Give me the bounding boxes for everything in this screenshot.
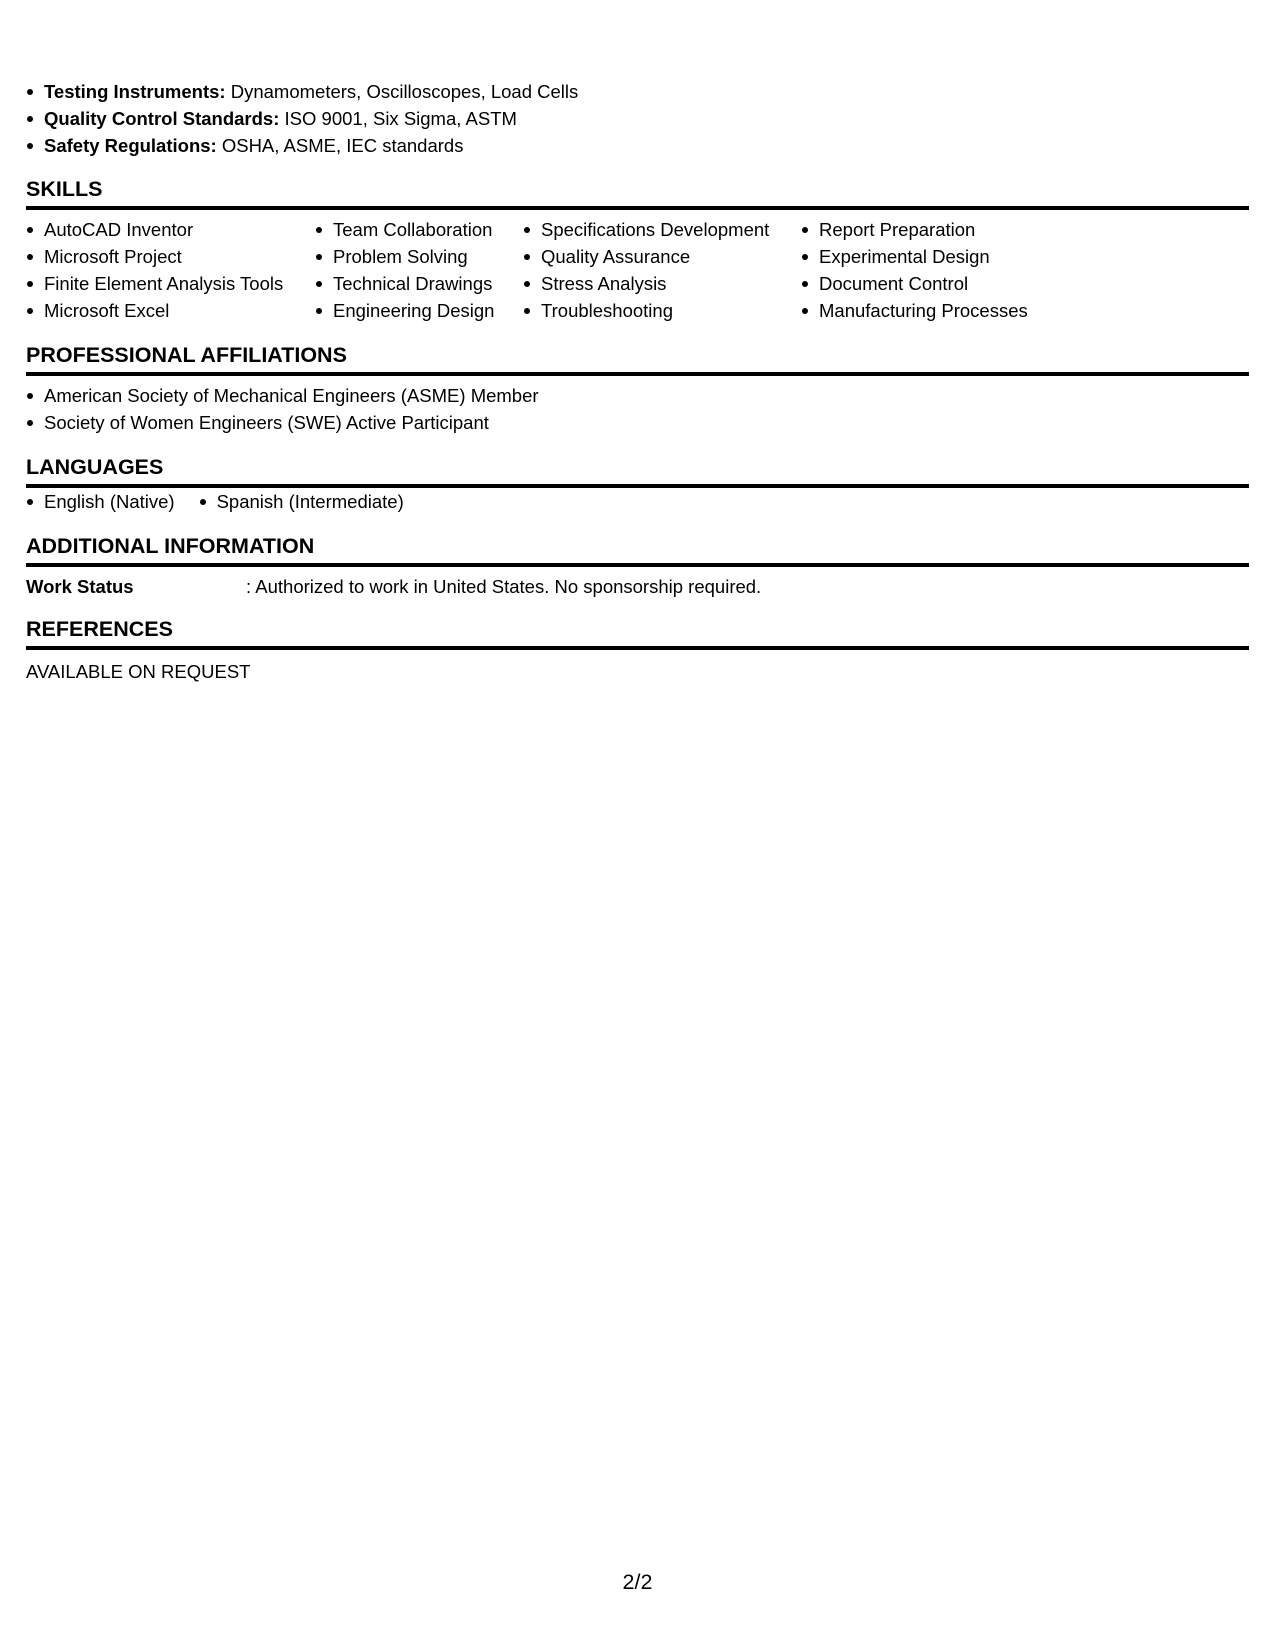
section-heading: PROFESSIONAL AFFILIATIONS — [26, 342, 1249, 376]
skills-column — [801, 216, 1061, 324]
section-heading: ADDITIONAL INFORMATION — [26, 533, 1249, 567]
section-heading: REFERENCES — [26, 616, 1249, 650]
skills-grid — [26, 216, 1249, 324]
list-item: Society of Women Engineers (SWE) Active Participant — [26, 409, 1249, 436]
tool-label: Testing Instruments: — [44, 81, 226, 102]
list-item: Engineering Design — [315, 297, 523, 324]
languages-section — [26, 454, 1249, 515]
languages-list — [26, 488, 1249, 515]
list-item: Document Control — [801, 270, 1061, 297]
page-number: 2/2 — [622, 1570, 653, 1594]
list-item — [26, 132, 1249, 159]
list-item — [26, 105, 1249, 132]
list-item: Microsoft Excel — [26, 297, 315, 324]
info-key: Work Status — [26, 576, 134, 597]
additional-info-section — [26, 533, 1249, 600]
tool-value: OSHA, ASME, IEC standards — [221, 135, 464, 156]
info-value: : Authorized to work in United States. No sponsorship required. — [246, 576, 762, 597]
list-item: American Society of Mechanical Engineers (ASME) Member — [26, 382, 1249, 409]
list-item: Finite Element Analysis Tools — [26, 270, 315, 297]
tool-label: Quality Control Standards: — [44, 108, 280, 129]
section-heading: SKILLS — [26, 176, 1249, 210]
skills-column — [26, 216, 315, 324]
list-item: English (Native) — [26, 488, 175, 515]
affiliations-list — [26, 382, 1249, 436]
tool-value: Dynamometers, Oscilloscopes, Load Cells — [230, 81, 579, 102]
list-item: Problem Solving — [315, 243, 523, 270]
tools-list — [26, 78, 1249, 159]
list-item: Report Preparation — [801, 216, 1061, 243]
section-heading: LANGUAGES — [26, 454, 1249, 488]
tool-value: ISO 9001, Six Sigma, ASTM — [284, 108, 517, 129]
list-item: Team Collaboration — [315, 216, 523, 243]
skills-column — [523, 216, 801, 324]
list-item — [26, 78, 1249, 105]
list-item: Experimental Design — [801, 243, 1061, 270]
list-item: Technical Drawings — [315, 270, 523, 297]
list-item: Spanish (Intermediate) — [199, 488, 404, 515]
info-row — [26, 573, 1249, 600]
tool-label: Safety Regulations: — [44, 135, 217, 156]
page-content — [26, 78, 1249, 685]
list-item: Microsoft Project — [26, 243, 315, 270]
list-item: Manufacturing Processes — [801, 297, 1061, 324]
affiliations-section — [26, 342, 1249, 436]
skills-section — [26, 176, 1249, 324]
list-item: Quality Assurance — [523, 243, 801, 270]
references-text: AVAILABLE ON REQUEST — [26, 661, 251, 682]
references-section — [26, 616, 1249, 685]
list-item: Stress Analysis — [523, 270, 801, 297]
list-item: Specifications Development — [523, 216, 801, 243]
skills-column — [315, 216, 523, 324]
list-item: Troubleshooting — [523, 297, 801, 324]
list-item: AutoCAD Inventor — [26, 216, 315, 243]
